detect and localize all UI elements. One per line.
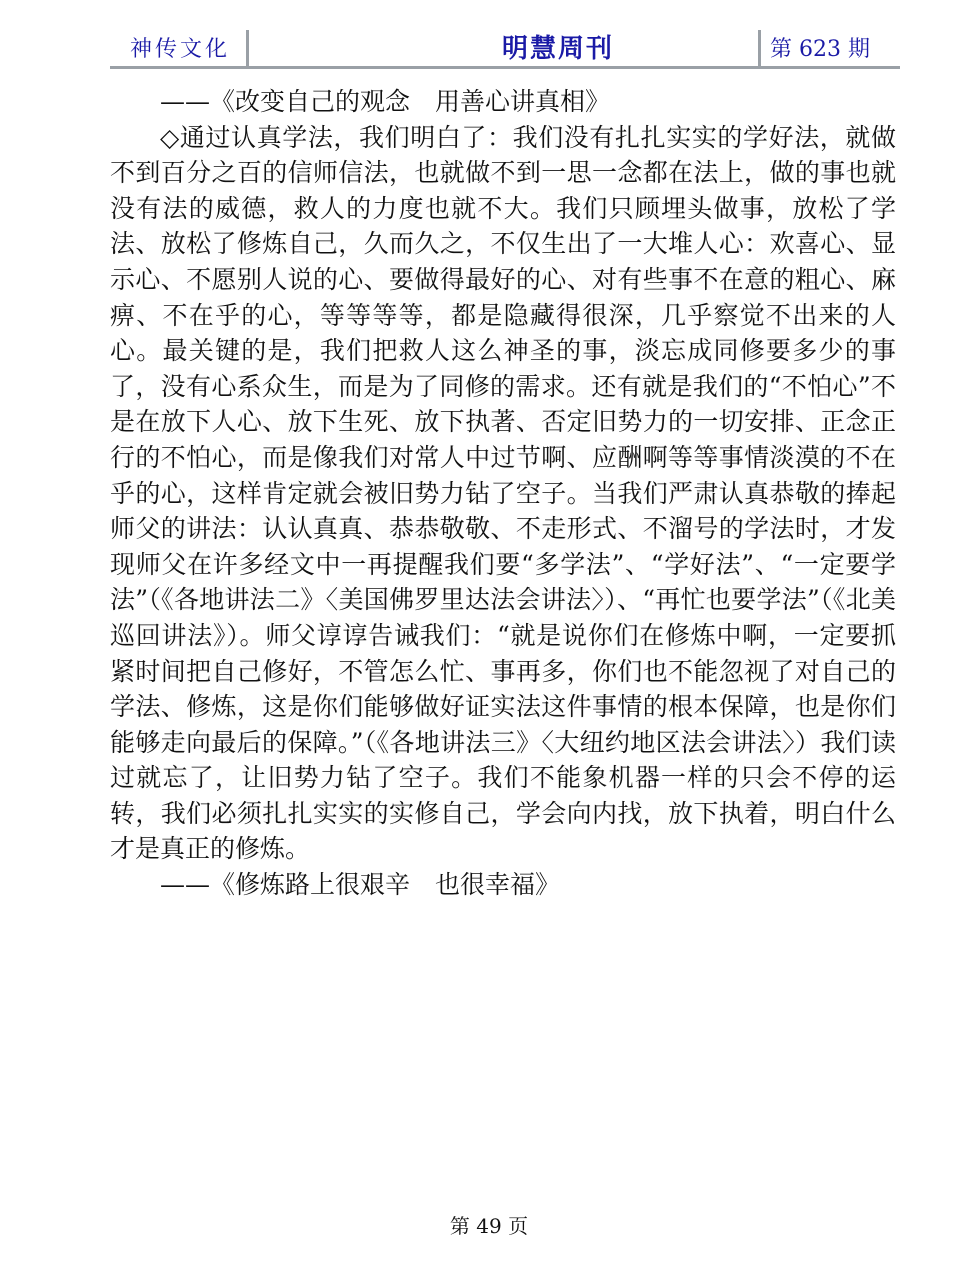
- attribution-line: ——《改变自己的观念 用善心讲真相》: [160, 87, 611, 116]
- issue-number: 第 623 期: [770, 37, 870, 62]
- header-divider-right: [758, 30, 761, 66]
- header-divider-left: [246, 30, 249, 66]
- article-paragraph: ◇通过认真学法，我们明白了：我们没有扎扎实实的学好法，就做不到百分之百的信师信法，也就做不到一思一念都在法上，做的事也就没有法的威德，救人的力度也就不大。我们只顾埋头做事，放松了学法、放松了修炼自己，久而久之，不仅生出了一大堆人心：欢喜心、显示心、不愿别人说的心、要做得最好的心、对有些事不在意的粗心、麻痹、不在乎的心，等等等等，都是隐藏得很深，几乎察觉不出来的人心。最关键的是，我们把救人这么神圣的事，淡忘成同修要多少的事了，没有心系众生，而是为了同修的需求。还有就是我们的“不怕心”不是在放下人心、放下生死、放下执著、否定旧势力的一切安排、正念正行的不怕心，而是像我们对常人中过节啊、应酬啊等等事情淡漠的不在乎的心，这样肯定就会被旧势力钻了空子。当我们严肃认真恭敬的捧起师父的讲法：认认真真、恭恭敬敬、不走形式、不溜号的学法时，才发现师父在许多经文中一再提醒我们要“多学法”、“学好法”、“一定要学法”（《各地讲法二》〈美国佛罗里达法会讲法〉）、“再忙也要学法”（《北美巡回讲法》）。师父谆谆告诫我们：“就是说你们在修炼中啊，一定要抓紧时间把自己修好，不管怎么忙、事再多，你们也不能忽视了对自己的学法、修炼，这是你们能够做好证实法这件事情的根本保障，也是你们能够走向最后的保障。”（《各地讲法三》〈大纽约地区法会讲法〉）我们读过就忘了，让旧势力钻了空子。我们不能象机器一样的只会不停的运转，我们必须扎扎实实的实修自己，学会向内找，放下执着，明白什么才是真正的修炼。: [110, 122, 896, 864]
- section-name: 神传文化: [129, 37, 230, 62]
- header-rule: [110, 66, 900, 69]
- page-header: [110, 28, 900, 68]
- publication-title: 明慧周刊: [501, 34, 614, 64]
- page-number: 第 49 页: [449, 1214, 529, 1238]
- attribution-line: ——《修炼路上很艰辛 也很幸福》: [160, 870, 561, 900]
- article-body: [110, 84, 896, 903]
